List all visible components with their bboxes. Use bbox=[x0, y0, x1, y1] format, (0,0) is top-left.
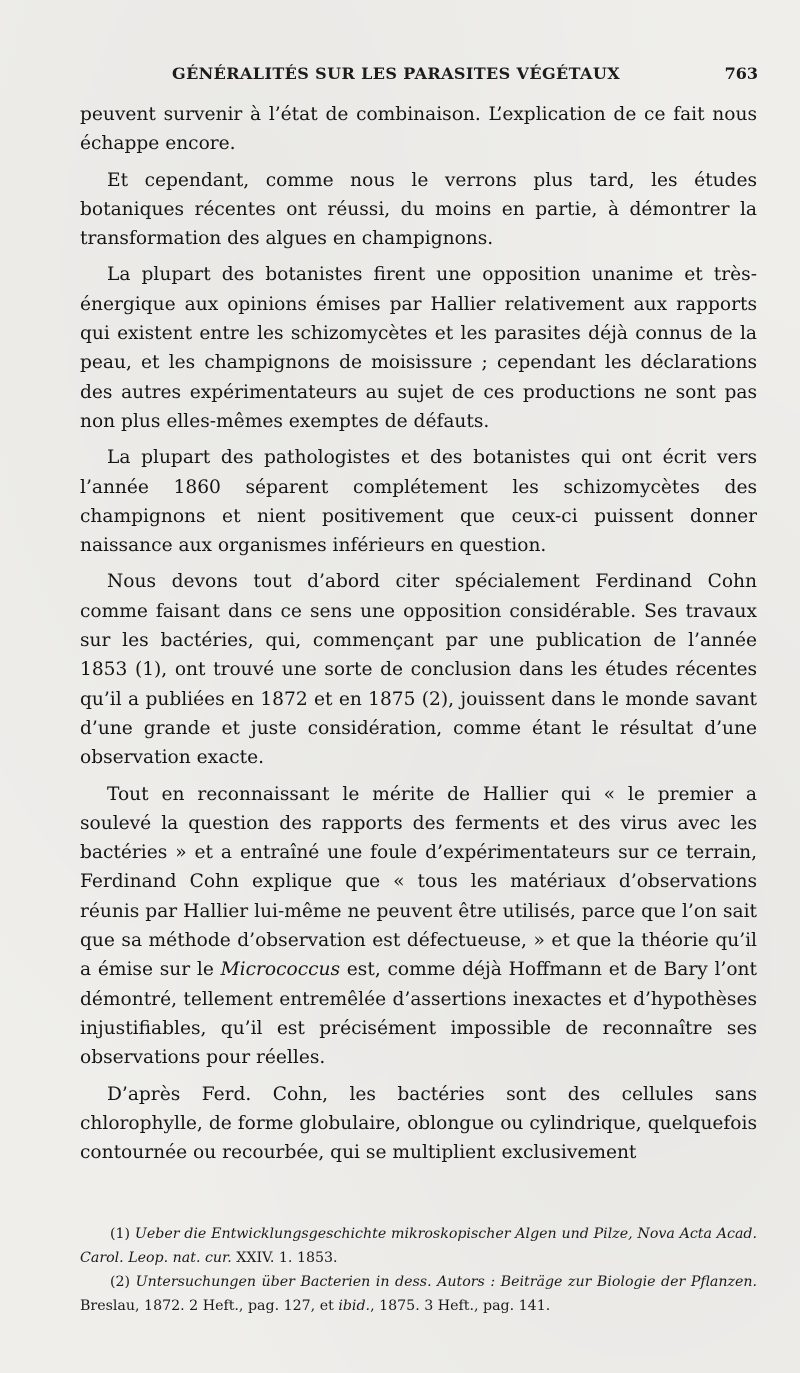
footnote-2-title: Untersuchungen über Bacterien in dess. Autors : Beiträge zur Biologie der Pflanzen. bbox=[135, 1274, 757, 1290]
footnote-2-ibid: ibid. bbox=[338, 1298, 371, 1314]
body-text bbox=[80, 100, 757, 1167]
footnote-1-marker: (1) bbox=[110, 1226, 135, 1242]
paragraph-6 bbox=[80, 780, 757, 1073]
footnote-2-ref: Breslau, 1872. 2 Heft., pag. 127, et bbox=[80, 1298, 339, 1314]
paragraph-5: Nous devons tout d’abord citer spécialement Ferdinand Cohn comme faisant dans ce sens une opposition considérable. Ses travaux sur les bactéries, qui, commençant par une publication de l’année 1853 (1), ont trouvé une sorte de conclusion dans les études récentes qu’il a publiées en 1872 et en 1875 (2), jouissent dans le monde savant d’une grande et juste considération, comme étant le résultat d’une observation exacte. bbox=[80, 571, 757, 769]
footnote-2-marker: (2) bbox=[110, 1274, 136, 1290]
footnote-1 bbox=[80, 1222, 757, 1270]
footnote-2 bbox=[80, 1270, 757, 1318]
paragraph-6-text-before: Tout en reconnaissant le mérite de Hallier qui « le premier a soulevé la question des rapports des ferments et des virus avec les bactéries » et a entraîné une foule d’expérimentateurs sur ce terrain, Ferdinand Cohn explique que « tous les matériaux d’observations réunis par Hallier lui-même ne peuvent être utilisés, parce que l’on sait que sa méthode d’observation est défectueuse, » et que la théorie qu’il a émise sur le bbox=[80, 783, 757, 981]
page-number: 763 bbox=[724, 64, 758, 83]
paragraph-2: Et cependant, comme nous le verrons plus tard, les études botaniques récentes ont réussi, du moins en partie, à démontrer la transformation des algues en champignons. bbox=[80, 169, 757, 250]
paragraph-4: La plupart des pathologistes et des botanistes qui ont écrit vers l’année 1860 séparent complétement les schizomycètes des champignons et nient positivement que ceux-ci puissent donner naissance aux organismes inférieurs en question. bbox=[80, 447, 757, 557]
paragraph-6-italic-term: Micrococcus bbox=[220, 959, 341, 981]
footnotes bbox=[80, 1222, 757, 1318]
running-title: GÉNÉRALITÉS SUR LES PARASITES VÉGÉTAUX bbox=[172, 64, 621, 83]
paragraph-1: peuvent survenir à l’état de combinaison. L’explication de ce fait nous échappe encore. bbox=[80, 104, 757, 155]
paragraph-6-text-after: est, comme déjà Hoffmann et de Bary l’ont démontré, tellement entremêlée d’assertions inexactes et d’hypothèses injustifiables, qu’il est précisément impossible de reconnaître ses observations pour réelles. bbox=[80, 959, 757, 1069]
running-header bbox=[80, 58, 758, 88]
paragraph-7: D’après Ferd. Cohn, les bactéries sont des cellules sans chlorophylle, de forme globulaire, oblongue ou cylindrique, quelquefois contournée ou recourbée, qui se multiplient exclusivement bbox=[80, 1083, 757, 1164]
paragraph-3: La plupart des botanistes firent une opposition unanime et très-énergique aux opinions émises par Hallier relativement aux rapports qui existent entre les schizomycètes et les parasites déjà connus de la peau, et les champignons de moisissure ; cependant les déclarations des autres expérimentateurs au sujet de ces productions ne sont pas non plus elles-mêmes exemptes de défauts. bbox=[80, 264, 757, 432]
footnote-1-ref: XXIV. 1. 1853. bbox=[231, 1250, 338, 1266]
footnote-1-title: Ueber die Entwicklungsgeschichte mikroskopischer Algen und Pilze, Nova Acta Acad. Carol. Leop. nat. cur. bbox=[80, 1226, 757, 1266]
footnote-2-ref-2: , 1875. 3 Heft., pag. 141. bbox=[370, 1298, 551, 1314]
